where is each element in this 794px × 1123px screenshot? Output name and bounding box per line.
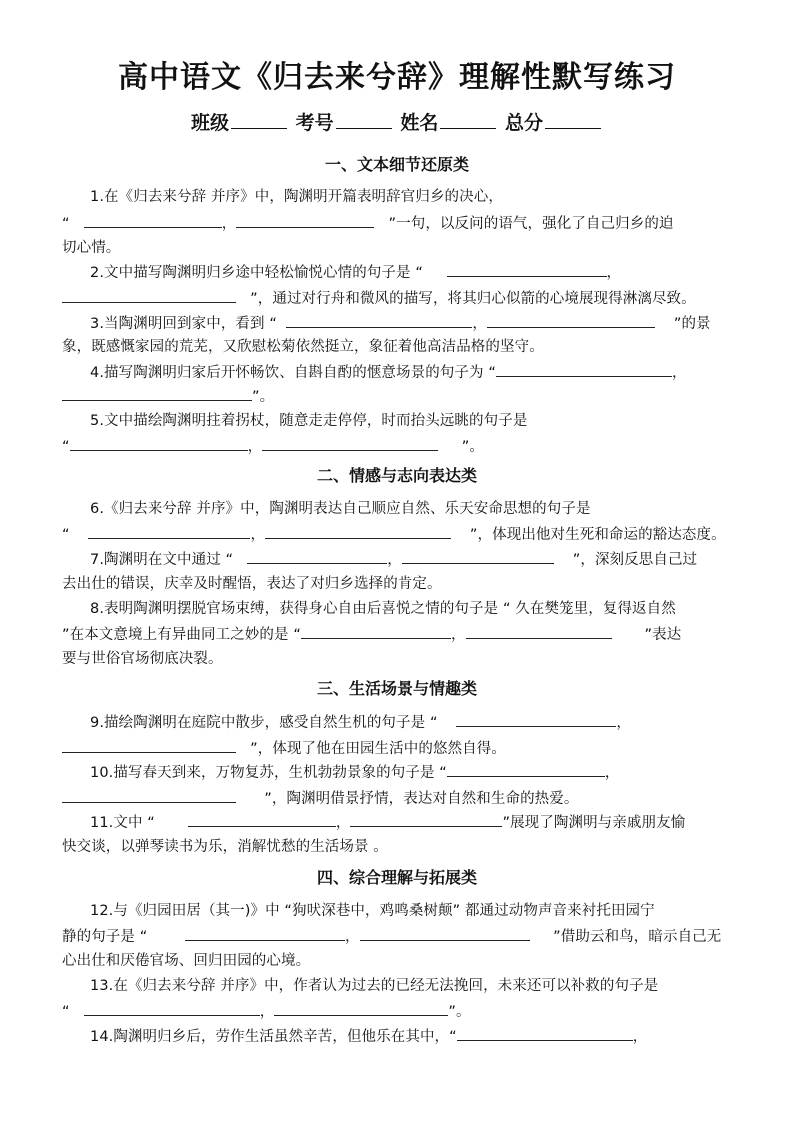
question-13-line-1: 13.在《归去来兮辞 并序》中，作者认为过去的已经无法挽回，未来还可以补救的句子是 <box>90 978 659 994</box>
question-5-line-1: 5.文中描绘陶渊明拄着拐杖，随意走走停停，时而抬头远眺的句子是 <box>90 413 528 429</box>
answer-blank[interactable] <box>402 547 554 564</box>
comma: ， <box>616 715 632 731</box>
question-text: ”，通过对行舟和微风的描写，将其归心似箭的心境展现得淋漓尽致。 <box>250 291 696 307</box>
question-text: ”，体现了他在田园生活中的悠然自得。 <box>250 741 506 757</box>
question-text: 10.描写春天到来，万物复苏，生机勃勃景象的句子是 “ <box>90 765 447 781</box>
section-heading-1: 一、文本细节还原类 <box>324 155 469 174</box>
question-4-line-1 <box>90 360 740 385</box>
question-2-line-2 <box>62 286 740 311</box>
question-text: ”。 <box>252 389 275 405</box>
answer-blank[interactable] <box>62 286 236 303</box>
class-label: 班级 <box>191 112 230 134</box>
answer-blank[interactable] <box>247 547 387 564</box>
question-text: ”的景 <box>673 316 711 332</box>
answer-blank[interactable] <box>286 311 472 328</box>
comma: ， <box>259 1004 275 1020</box>
name-blank[interactable] <box>440 110 496 129</box>
question-8-line-1: 8.表明陶渊明摆脱官场束缚，获得身心自由后喜悦之情的句子是 “ 久在樊笼里，复得返自然 <box>90 601 676 617</box>
answer-blank[interactable] <box>62 384 252 401</box>
question-11-line-2: 快交谈，以弹琴读书为乐，消解忧愁的生活场景 。 <box>62 839 388 855</box>
comma: ， <box>250 527 266 543</box>
answer-blank[interactable] <box>447 260 607 277</box>
question-8-line-2 <box>62 622 740 647</box>
question-text: 静的句子是 “ <box>62 929 148 945</box>
answer-blank[interactable] <box>457 1024 633 1041</box>
comma: ， <box>335 815 351 831</box>
question-text: ”。 <box>461 439 484 455</box>
question-text: ”。 <box>448 1004 471 1020</box>
answer-blank[interactable] <box>262 434 438 451</box>
answer-blank[interactable] <box>466 622 612 639</box>
student-info-row <box>0 108 794 138</box>
answer-blank[interactable] <box>487 311 655 328</box>
answer-blank[interactable] <box>70 434 248 451</box>
answer-blank[interactable] <box>236 211 374 228</box>
answer-blank[interactable] <box>301 622 451 639</box>
question-text: ”，陶渊明借景抒情，表达对自然和生命的热爱。 <box>264 791 579 807</box>
question-9-line-2 <box>62 736 740 761</box>
answer-blank[interactable] <box>84 211 222 228</box>
answer-blank[interactable] <box>447 760 605 777</box>
question-9-line-1 <box>90 710 740 735</box>
quote-open: “ <box>62 1004 70 1020</box>
question-1-line-3: 切心情。 <box>62 240 121 256</box>
question-text: 3.当陶渊明回到家中，看到 “ <box>90 316 277 332</box>
name-label: 姓名 <box>400 112 439 134</box>
quote-open: “ <box>62 527 70 543</box>
question-10-line-1 <box>90 760 740 785</box>
question-1-line-1: 1.在《归去来兮辞 并序》中，陶渊明开篇表明辞官归乡的决心， <box>90 189 503 205</box>
section-heading-4: 四、综合理解与拓展类 <box>316 868 477 887</box>
question-7-line-2: 去出仕的错误，庆幸及时醒悟，表达了对归乡选择的肯定。 <box>62 576 442 592</box>
comma: ， <box>387 552 402 568</box>
answer-blank[interactable] <box>88 522 250 539</box>
question-text: 2.文中描写陶渊明归乡途中轻松愉悦心情的句子是 “ <box>90 265 423 281</box>
comma: ， <box>671 365 687 381</box>
answer-blank[interactable] <box>62 736 236 753</box>
answer-blank[interactable] <box>62 786 236 803</box>
question-5-line-2 <box>62 434 740 459</box>
question-3-line-1 <box>90 311 740 336</box>
question-2-line-1 <box>90 260 740 285</box>
question-text: ”在本文意境上有异曲同工之妙的是 “ <box>62 627 301 643</box>
question-1-line-2 <box>62 211 740 236</box>
comma: ， <box>221 216 237 232</box>
question-12-line-3: 心出仕和厌倦官场、回归田园的心境。 <box>62 953 311 969</box>
answer-blank[interactable] <box>274 999 448 1016</box>
question-text: ”表达 <box>644 627 682 643</box>
answer-blank[interactable] <box>360 924 530 941</box>
class-blank[interactable] <box>231 110 287 129</box>
comma: ， <box>345 929 360 945</box>
number-blank[interactable] <box>336 110 392 129</box>
answer-blank[interactable] <box>265 522 451 539</box>
question-text: ”，体现出他对生死和命运的豁达态度。 <box>469 527 726 543</box>
question-text: 14.陶渊明归乡后，劳作生活虽然辛苦，但他乐在其中，“ <box>90 1029 457 1045</box>
question-text: ”一句，以反问的语气，强化了自己归乡的迫 <box>388 216 674 232</box>
question-3-line-2: 象，既感慨家园的荒芜，又欣慰松菊依然挺立，象征着他高洁品格的坚守。 <box>62 339 544 355</box>
answer-blank[interactable] <box>188 810 336 827</box>
question-6-line-2 <box>62 522 740 547</box>
question-text: 11.文中 “ <box>90 815 155 831</box>
question-text: 9.描绘陶渊明在庭院中散步，感受自然生机的句子是 “ <box>90 715 438 731</box>
quote-open: “ <box>62 216 70 232</box>
answer-blank[interactable] <box>84 999 260 1016</box>
comma: ， <box>472 316 487 332</box>
question-text: ”借助云和鸟，暗示自己无 <box>553 929 722 945</box>
question-12-line-1: 12.与《归园田居（其一)》中 “狗吠深巷中，鸡鸣桑树颠” 都通过动物声音来衬托田园宁 <box>90 903 655 919</box>
question-text: 7.陶渊明在文中通过 “ <box>90 552 234 568</box>
question-text: ”，深刻反思自己过 <box>572 552 698 568</box>
section-heading-2: 二、情感与志向表达类 <box>316 466 477 485</box>
page-title: 高中语文《归去来兮辞》理解性默写练习 <box>118 60 676 95</box>
question-12-line-2 <box>62 924 740 949</box>
score-label: 总分 <box>504 112 543 134</box>
number-label: 考号 <box>295 112 334 134</box>
question-10-line-2 <box>62 786 740 811</box>
comma: ， <box>450 627 466 643</box>
question-8-line-3: 要与世俗官场彻底决裂。 <box>62 651 223 667</box>
question-7-line-1 <box>90 547 740 572</box>
question-text: ”展现了陶渊明与亲戚朋友愉 <box>502 815 686 831</box>
answer-blank[interactable] <box>350 810 502 827</box>
question-14-line-1 <box>90 1024 740 1049</box>
comma: ， <box>606 265 622 281</box>
question-4-line-2 <box>62 384 740 409</box>
quote-open: “ <box>62 439 70 455</box>
score-blank[interactable] <box>545 110 601 129</box>
question-text: 4.描写陶渊明归家后开怀畅饮、自斟自酌的惬意场景的句子为 “ <box>90 365 496 381</box>
question-6-line-1: 6.《归去来兮辞 并序》中，陶渊明表达自己顺应自然、乐天安命思想的句子是 <box>90 501 591 517</box>
answer-blank[interactable] <box>456 710 616 727</box>
comma: ， <box>632 1029 648 1045</box>
answer-blank[interactable] <box>185 924 345 941</box>
comma: ， <box>247 439 263 455</box>
question-11-line-1 <box>90 810 740 835</box>
question-13-line-2 <box>62 999 740 1024</box>
answer-blank[interactable] <box>496 360 672 377</box>
comma: ， <box>604 765 620 781</box>
section-heading-3: 三、生活场景与情趣类 <box>316 679 477 698</box>
